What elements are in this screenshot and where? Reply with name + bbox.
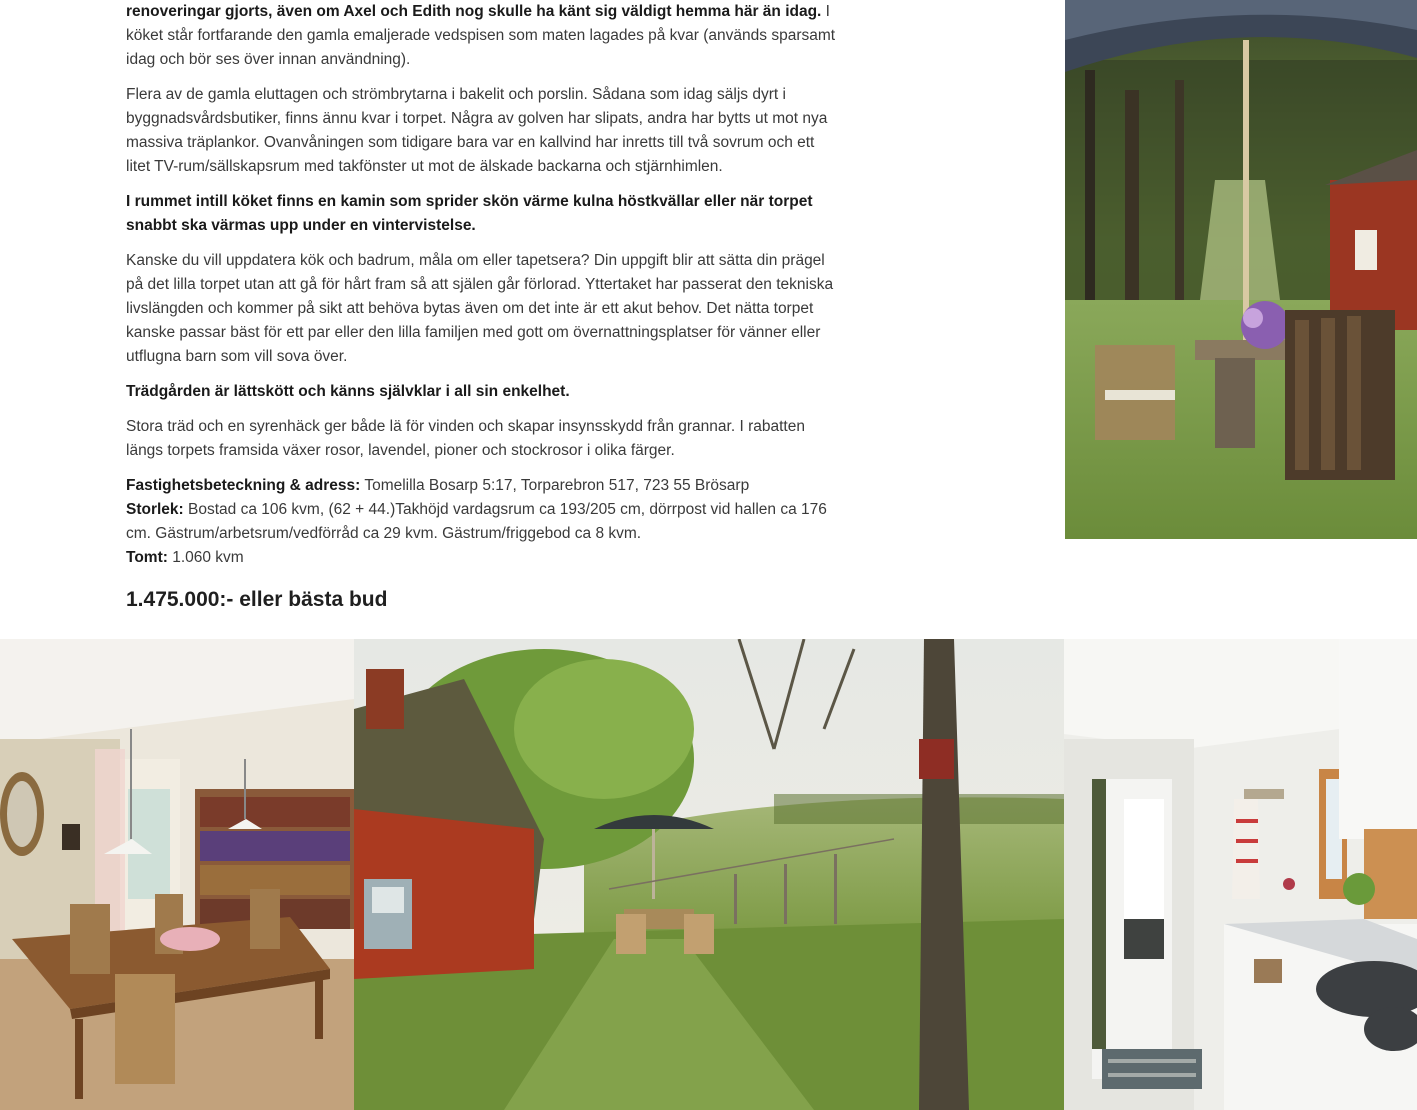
paragraph-garden: Stora träd och en syrenhäck ger både lä för vinden och skapar insynsskydd från grannar. I rabatten längs torpets framsida växer rosor, lavendel, pioner och stockrosor i olika färger. bbox=[126, 418, 805, 459]
cottage-landscape-photo[interactable] bbox=[354, 639, 1064, 1110]
fact-size-label: Storlek: bbox=[126, 501, 184, 518]
paragraph-renovations bbox=[126, 0, 842, 72]
kitchen-photo[interactable] bbox=[1064, 639, 1417, 1110]
fact-size bbox=[126, 498, 842, 546]
paragraph-update: Kanske du vill uppdatera kök och badrum, måla om eller tapetsera? Din uppgift blir att sätta din prägel på det lilla torpet utan att gå för hårt fram så att själen går förlorad. Yttertaket har passerat den tekniska livslängden och kommer på sikt att behöva bytas även om det inte är ett akut behov. Det nätta torpet kanske passar bäst för ett par eller den lilla familjen med gott om övernattningsplatser för vänner eller utflugna barn som vill sova över. bbox=[126, 252, 834, 365]
price-heading: 1.475.000:- eller bästa bud bbox=[126, 588, 388, 611]
property-facts bbox=[126, 474, 842, 570]
paragraph-stove-highlight: I rummet intill köket finns en kamin som sprider skön värme kulna höstkvällar eller när torpet snabbt ska värmas upp under en vintervistelse. bbox=[126, 193, 813, 234]
property-description bbox=[126, 0, 842, 570]
garden-furniture-photo[interactable] bbox=[1065, 0, 1417, 539]
fact-plot bbox=[126, 546, 842, 570]
paragraph-renovations-bold: renoveringar gjorts, även om Axel och Edith nog skulle ha känt sig väldigt hemma här än idag. bbox=[126, 3, 822, 20]
fact-size-value: Bostad ca 106 kvm, (62 + 44.)Takhöjd vardagsrum ca 193/205 cm, dörrpost vid hallen ca 176 cm. Gästrum/arbetsrum/vedförråd ca 29 kvm. Gästrum/friggebod ca 8 kvm. bbox=[126, 501, 827, 542]
paragraph-outlets: Flera av de gamla eluttagen och strömbrytarna i bakelit och porslin. Sådana som idag säljs dyrt i byggnadsvårdsbutiker, finns ännu kvar i torpet. Några av golven har slipats, andra har bytts ut mot nya massiva träplankor. Ovanvåningen som tidigare bara var en kallvind har inretts till två sovrum och ett litet TV-rum/sällskapsrum med takfönster ut mot de älskade backarna och stjärnhimlen. bbox=[126, 86, 828, 175]
fact-address-value: Tomelilla Bosarp 5:17, Torparebron 517, 723 55 Brösarp bbox=[360, 477, 750, 494]
fact-address bbox=[126, 474, 842, 498]
paragraph-garden-highlight: Trädgården är lättskött och känns självklar i all sin enkelhet. bbox=[126, 383, 570, 400]
paragraph-renovations-text: I köket står fortfarande den gamla emaljerade vedspisen som maten lagades på kvar (används sparsamt idag och bör ses över innan användning). bbox=[126, 3, 836, 68]
fact-plot-label: Tomt: bbox=[126, 549, 168, 566]
dining-room-photo[interactable] bbox=[0, 639, 354, 1110]
fact-plot-value: 1.060 kvm bbox=[167, 549, 244, 566]
fact-address-label: Fastighetsbeteckning & adress: bbox=[126, 477, 361, 494]
